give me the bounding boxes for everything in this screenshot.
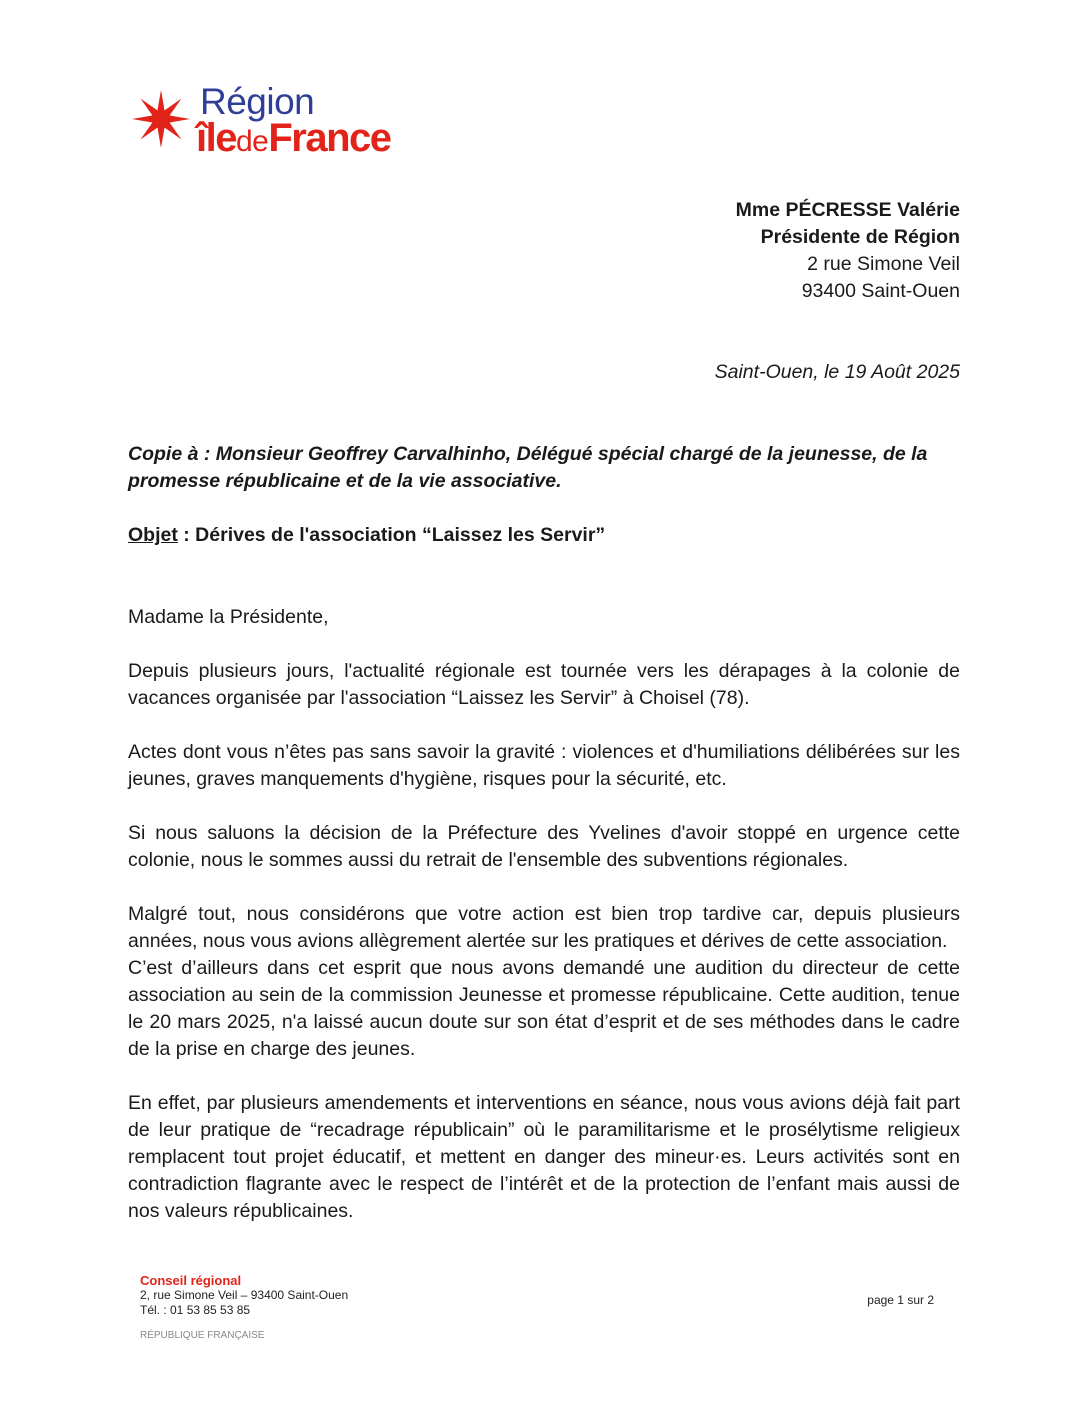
recipient-address-line2: 93400 Saint-Ouen xyxy=(801,280,960,302)
letter-body xyxy=(128,604,960,1252)
recipient-name: Mme PÉCRESSE Valérie xyxy=(735,199,960,221)
region-logo xyxy=(130,82,450,162)
recipient-title: Présidente de Région xyxy=(760,226,960,248)
footer-address: 2, rue Simone Veil – 93400 Saint-Ouen xyxy=(140,1288,349,1302)
paragraph: En effet, par plusieurs amendements et interventions en séance, nous vous avions déjà fait part de leur pratique de “recadrage républicain” où le paramilitarisme et le prosélytisme religieux remplacent tout projet éducatif, et mettent en danger des mineur·es. Leurs activités sont en contradiction flagrante avec le respect de l’intérêt et de la protection de l’enfant mais aussi de nos valeurs républicaines. xyxy=(128,1092,960,1222)
paragraph: C’est d’ailleurs dans cet esprit que nous avons demandé une audition du directeur de cette association au sein de la commission Jeunesse et promesse républicaine. Cette audition, tenue le 20 mars 2025, n'a laissé aucun doute sur son état d’esprit et de ses méthodes dans le cadre de la prise en charge des jeunes. xyxy=(128,957,960,1060)
footer-phone: Tél. : 01 53 85 53 85 xyxy=(140,1303,251,1317)
paragraph: Depuis plusieurs jours, l'actualité régionale est tournée vers les dérapages à la colonie de vacances organisée par l'association “Laissez les Servir” à Choisel (78). xyxy=(128,660,960,709)
salutation: Madame la Présidente, xyxy=(128,606,329,628)
footer xyxy=(140,1273,940,1343)
letter-date: Saint-Ouen, le 19 Août 2025 xyxy=(714,361,960,383)
paragraph: Actes dont vous n’êtes pas sans savoir la gravité : violences et d'humiliations délibérées sur les jeunes, graves manquements d'hygiène, risques pour la sécurité, etc. xyxy=(128,741,960,790)
recipient-block xyxy=(736,197,960,305)
paragraph: Malgré tout, nous considérons que votre action est bien trop tardive car, depuis plusieurs années, nous vous avions allègrement alertée sur les pratiques et dérives de cette association. xyxy=(128,903,960,952)
paragraph: Si nous saluons la décision de la Préfecture des Yvelines d'avoir stoppé en urgence cette colonie, nous le sommes aussi du retrait de l'ensemble des subventions régionales. xyxy=(128,822,960,871)
object-text: : Dérives de l'association “Laissez les Servir” xyxy=(177,524,606,546)
footer-org: Conseil régional xyxy=(140,1273,242,1288)
logo-iledefrance-text: îledeFrance xyxy=(196,116,391,160)
copy-to: Copie à : Monsieur Geoffrey Carvalhinho, Délégué spécial chargé de la jeunesse, de la promesse républicaine et de la vie associative. xyxy=(128,443,928,492)
footer-republic: RÉPUBLIQUE FRANÇAISE xyxy=(140,1330,265,1341)
star-icon xyxy=(130,88,192,150)
recipient-address-line1: 2 rue Simone Veil xyxy=(807,253,960,275)
letter-object xyxy=(128,522,960,549)
page-number: page 1 sur 2 xyxy=(867,1293,934,1307)
logo-region-text: Région xyxy=(200,81,315,122)
object-label: Objet xyxy=(128,524,178,546)
